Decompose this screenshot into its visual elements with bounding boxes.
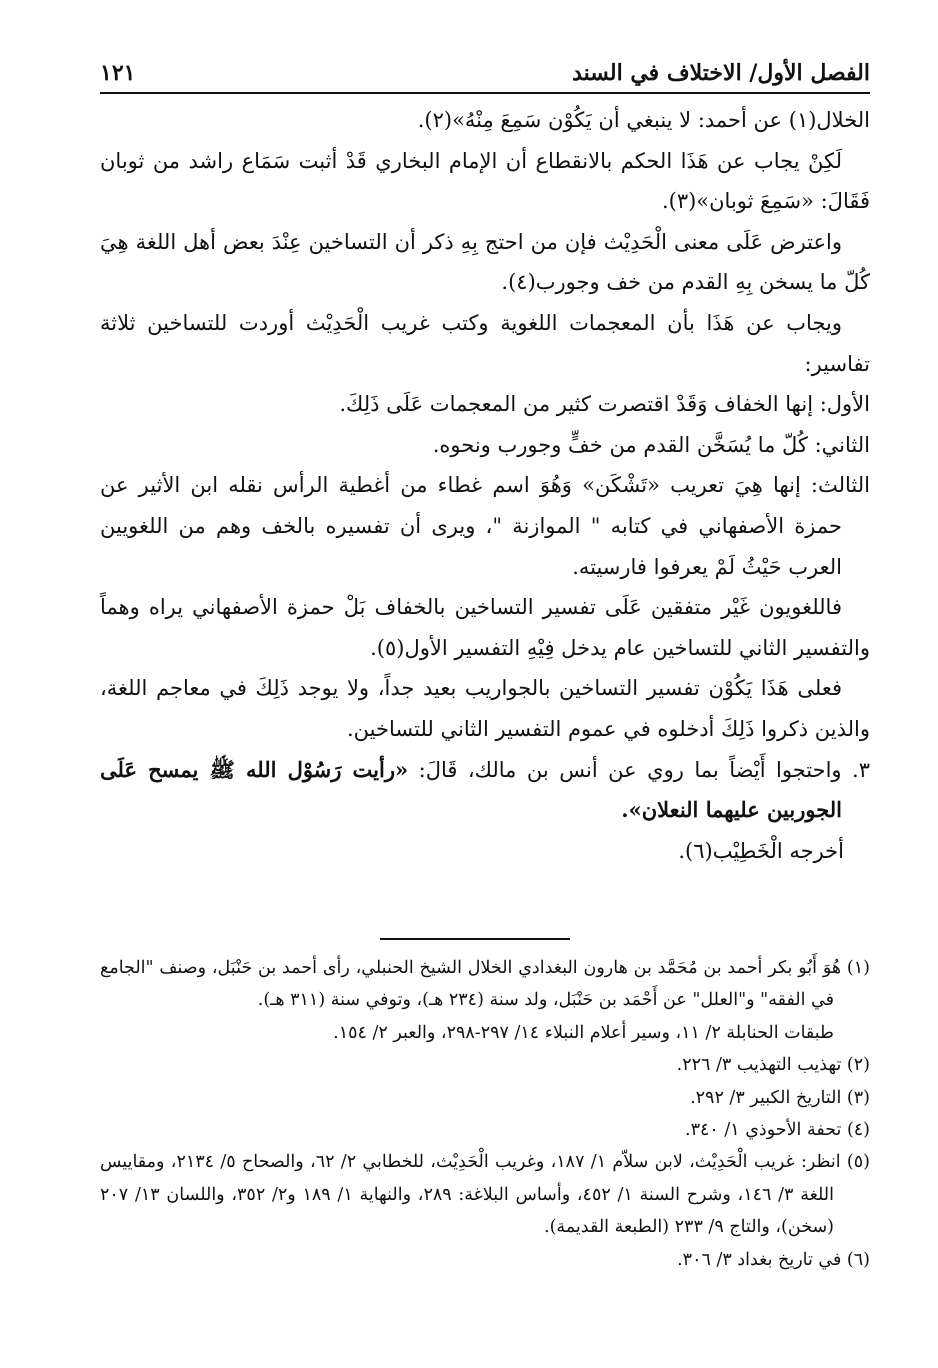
footnote: (٤) تحفة الأحوذي ١/ ٣٤٠. <box>685 1120 870 1141</box>
footnotes <box>100 952 870 1276</box>
footnote: (٦) في تاريخ بغداد ٣/ ٣٠٦. <box>677 1249 870 1270</box>
main-text <box>100 100 870 871</box>
footnote: (٢) تهذيب التهذيب ٣/ ٢٢٦. <box>676 1055 870 1076</box>
paragraph: الخلال(١) عن أحمد: لا ينبغي أن يَكُوْن سَمِعَ مِنْهُ»(٢). <box>417 108 870 132</box>
paragraph <box>100 750 870 831</box>
footnote: (١) هُوَ أَبُو بكر أحمد بن مُحَمَّد بن هارون البغدادي الخلال الشيخ الحنبلي، رأى أحمد بن حَنْبَل، وصنف "الجامع في الفقه" و"العلل" عن أَحْمَد بن حَنْبَل، ولد سنة (٢٣٤ هـ)، وتوفي سنة (٣١١ هـ). <box>100 958 870 1011</box>
footnote-source: طبقات الحنابلة ٢/ ١١، وسير أعلام النبلاء ١٤/ ٢٩٧-٢٩٨، والعبر ٢/ ١٥٤. <box>333 1022 834 1043</box>
paragraph: ويجاب عن هَذَا بأن المعجمات اللغوية وكتب غريب الْحَدِيْث أوردت للتساخين ثلاثة تفاسير: <box>100 310 870 376</box>
paragraph: الثاني: كُلّ ما يُسَخَّن القدم من خفٍّ وجورب ونحوه. <box>432 432 870 457</box>
running-header <box>100 60 870 94</box>
hadith-quote: «رأيت رَسُوْل الله ﷺ يمسح عَلَى الجوربين عليهما النعلان». <box>100 756 842 823</box>
footnote: (٥) انظر: غريب الْحَدِيْث، لابن سلاّم ١/ ١٨٧، وغريب الْحَدِيْث، للخطابي ٢/ ٦٢، والصحاح ٥/ ٢١٣٤، ومقاييس اللغة ٣/ ١٤٦، وشرح السنة ١/ ٤٥٢، وأساس البلاغة: ٢٨٩، والنهاية ١/ ١٨٩ و٢/ ٣٥٢، واللسان ١٣/ ٢٠٧ (سخن)، والتاج ٩/ ٢٣٣ (الطبعة القديمة). <box>100 1152 870 1238</box>
paragraph: فعلى هَذَا يَكُوْن تفسير التساخين بالجواريب بعيد جداً، ولا يوجد ذَلِكَ في معاجم اللغة، والذين ذكروا ذَلِكَ أدخلوه في عموم التفسير الثاني للتساخين. <box>100 676 870 741</box>
paragraph: الأول: إنها الخفاف وَقَدْ اقتصرت كثير من المعجمات عَلَى ذَلِكَ. <box>339 392 870 417</box>
page-content <box>100 60 870 871</box>
chapter-title: الفصل الأول/ الاختلاف في السند <box>572 60 870 86</box>
paragraph: فاللغويون غَيْر متفقين عَلَى تفسير التساخين بالخفاف بَلْ حمزة الأصفهاني يراه وهماً والتفسير الثاني للتساخين عام يدخل فِيْهِ التفسير الأول(٥). <box>100 595 870 660</box>
page-number: ١٢١ <box>100 60 136 86</box>
footnote-divider <box>380 938 570 940</box>
paragraph: الثالث: إنها هِيَ تعريب «تَشْكَن» وَهُوَ اسم غطاء من أغطية الرأس نقله ابن الأثير عن حمزة الأصفهاني في كتابه " الموازنة "، ويرى أن تفسيره بالخف وهم من اللغويين العرب حَيْثُ لَمْ يعرفوا فارسيته. <box>100 473 870 579</box>
paragraph-lead: ٣. واحتجوا أَيْضاً بما روي عن أنس بن مالك، قَالَ: <box>408 757 870 782</box>
paragraph: لَكِنْ يجاب عن هَذَا الحكم بالانقطاع أن الإمام البخاري قَدْ أثبت سَمَاع راشد من ثوبان فَقَالَ: «سَمِعَ ثوبان»(٣). <box>100 148 870 214</box>
paragraph: واعترض عَلَى معنى الْحَدِيْث فإن من احتج بِهِ ذكر أن التساخين عِنْدَ بعض أهل اللغة هِيَ كُلّ ما يسخن بِهِ القدم من خف وجورب(٤). <box>100 229 870 295</box>
footnote: (٣) التاريخ الكبير ٣/ ٢٩٢. <box>690 1087 870 1108</box>
paragraph: أخرجه الْخَطِيْب(٦). <box>678 838 844 863</box>
